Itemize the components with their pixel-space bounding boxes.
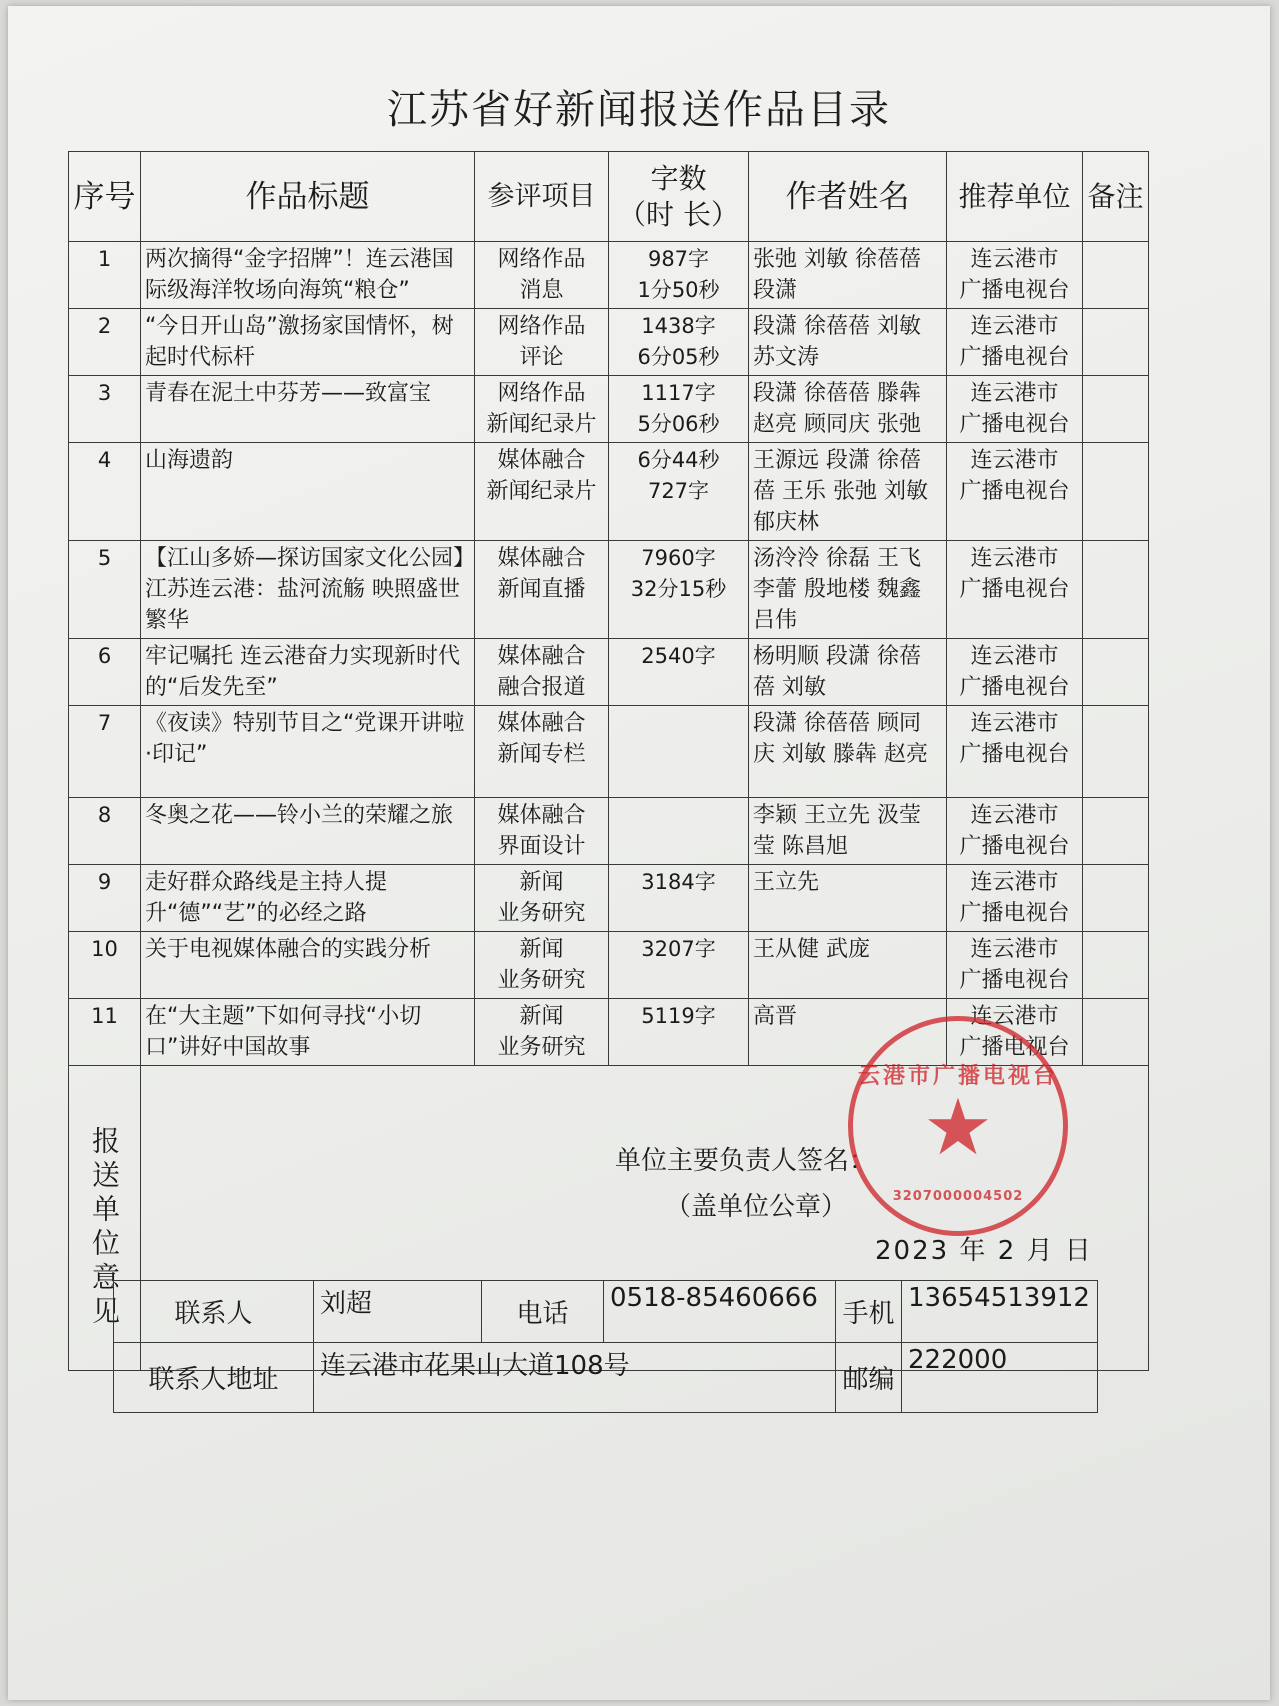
zip-value: 222000 xyxy=(902,1343,1098,1413)
table-row xyxy=(69,865,1149,932)
row-category: 新闻 业务研究 xyxy=(475,999,609,1066)
row-count: 3207字 xyxy=(609,932,749,999)
row-category: 网络作品 消息 xyxy=(475,242,609,309)
row-authors: 李颖 王立先 汲莹莹 陈昌旭 xyxy=(749,798,947,865)
row-unit: 连云港市 广播电视台 xyxy=(947,706,1083,798)
address-label: 联系人地址 xyxy=(114,1343,314,1413)
official-seal xyxy=(848,1016,1068,1236)
row-unit: 连云港市 广播电视台 xyxy=(947,309,1083,376)
address-row xyxy=(114,1343,1098,1413)
row-category: 媒体融合 新闻专栏 xyxy=(475,706,609,798)
row-title: 【江山多娇—探访国家文化公园】江苏连云港：盐河流觞 映照盛世繁华 xyxy=(141,541,475,639)
table-row xyxy=(69,309,1149,376)
row-count: 1438字 6分05秒 xyxy=(609,309,749,376)
row-authors: 段潇 徐蓓蓓 顾同庆 刘敏 滕犇 赵亮 xyxy=(749,706,947,798)
table-row xyxy=(69,639,1149,706)
row-remark xyxy=(1083,309,1149,376)
row-title: “今日开山岛”激扬家国情怀，树起时代标杆 xyxy=(141,309,475,376)
row-category: 媒体融合 新闻纪录片 xyxy=(475,443,609,541)
row-title: 牢记嘱托 连云港奋力实现新时代的“后发先至” xyxy=(141,639,475,706)
header-unit: 推荐单位 xyxy=(947,152,1083,242)
seal-text: 云港市广播电视台 xyxy=(857,1064,1058,1089)
contact-person-label: 联系人 xyxy=(114,1281,314,1343)
row-title: 冬奥之花——铃小兰的荣耀之旅 xyxy=(141,798,475,865)
row-authors: 汤泠泠 徐磊 王飞 李蕾 殷地楼 魏鑫 吕伟 xyxy=(749,541,947,639)
seal-code: 3207000004502 xyxy=(892,1189,1024,1204)
row-remark xyxy=(1083,639,1149,706)
row-title: 两次摘得“金字招牌”！连云港国际级海洋牧场向海筑“粮仓” xyxy=(141,242,475,309)
row-unit: 连云港市 广播电视台 xyxy=(947,932,1083,999)
header-count-line1: 字数 xyxy=(650,161,707,195)
row-category: 新闻 业务研究 xyxy=(475,932,609,999)
row-category: 媒体融合 界面设计 xyxy=(475,798,609,865)
row-unit: 连云港市 广播电视台 xyxy=(947,242,1083,309)
table-row xyxy=(69,541,1149,639)
header-category: 参评项目 xyxy=(475,152,609,242)
row-seq: 7 xyxy=(69,706,141,798)
row-category: 媒体融合 融合报道 xyxy=(475,639,609,706)
row-authors: 段潇 徐蓓蓓 刘敏 苏文涛 xyxy=(749,309,947,376)
document-page xyxy=(8,6,1270,1700)
phone-label: 电话 xyxy=(482,1281,604,1343)
row-remark xyxy=(1083,706,1149,798)
row-count: 1117字 5分06秒 xyxy=(609,376,749,443)
row-category: 媒体融合 新闻直播 xyxy=(475,541,609,639)
row-seq: 2 xyxy=(69,309,141,376)
row-count xyxy=(609,706,749,798)
mobile-label: 手机 xyxy=(836,1281,902,1343)
header-authors: 作者姓名 xyxy=(749,152,947,242)
contact-person: 刘超 xyxy=(314,1281,482,1343)
row-unit: 连云港市 广播电视台 xyxy=(947,865,1083,932)
row-category: 网络作品 评论 xyxy=(475,309,609,376)
row-authors: 杨明顺 段潇 徐蓓蓓 刘敏 xyxy=(749,639,947,706)
row-authors: 张弛 刘敏 徐蓓蓓 段潇 xyxy=(749,242,947,309)
row-unit: 连云港市 广播电视台 xyxy=(947,376,1083,443)
row-seq: 3 xyxy=(69,376,141,443)
row-remark xyxy=(1083,999,1149,1066)
table-row xyxy=(69,706,1149,798)
contact-table xyxy=(113,1280,1098,1413)
row-unit: 连云港市 广播电视台 xyxy=(947,798,1083,865)
row-seq: 1 xyxy=(69,242,141,309)
table-row xyxy=(69,443,1149,541)
row-seq: 4 xyxy=(69,443,141,541)
table-row xyxy=(69,242,1149,309)
row-title: 青春在泥土中芬芳——致富宝 xyxy=(141,376,475,443)
row-seq: 6 xyxy=(69,639,141,706)
header-count xyxy=(609,152,749,242)
row-title: 在“大主题”下如何寻找“小切口”讲好中国故事 xyxy=(141,999,475,1066)
date-line: 2023 年 2 月 日 xyxy=(875,1236,1093,1266)
zip-label: 邮编 xyxy=(836,1343,902,1413)
header-remark: 备注 xyxy=(1083,152,1149,242)
row-title: 关于电视媒体融合的实践分析 xyxy=(141,932,475,999)
row-title: 山海遗韵 xyxy=(141,443,475,541)
table-row xyxy=(69,798,1149,865)
row-remark xyxy=(1083,865,1149,932)
row-authors: 王源远 段潇 徐蓓蓓 王乐 张弛 刘敏 郁庆林 xyxy=(749,443,947,541)
row-unit: 连云港市 广播电视台 xyxy=(947,443,1083,541)
header-title: 作品标题 xyxy=(141,152,475,242)
seal-line: （盖单位公章） xyxy=(665,1192,848,1222)
row-authors: 高晋 xyxy=(749,999,947,1066)
row-remark xyxy=(1083,376,1149,443)
opinion-label: 报送单位意见 xyxy=(88,1126,121,1330)
row-seq: 11 xyxy=(69,999,141,1066)
seal-star-icon: ★ xyxy=(923,1083,993,1173)
row-count: 6分44秒 727字 xyxy=(609,443,749,541)
row-category: 网络作品 新闻纪录片 xyxy=(475,376,609,443)
phone-value: 0518-85460666 xyxy=(604,1281,836,1343)
row-seq: 9 xyxy=(69,865,141,932)
row-unit: 连云港市 广播电视台 xyxy=(947,999,1083,1066)
row-count: 3184字 xyxy=(609,865,749,932)
row-seq: 10 xyxy=(69,932,141,999)
page-title: 江苏省好新闻报送作品目录 xyxy=(387,87,891,133)
row-title: 《夜读》特别节目之“党课开讲啦·印记” xyxy=(141,706,475,798)
header-count-line2: （时 长） xyxy=(618,197,739,231)
row-category: 新闻 业务研究 xyxy=(475,865,609,932)
row-remark xyxy=(1083,242,1149,309)
row-count xyxy=(609,798,749,865)
row-unit: 连云港市 广播电视台 xyxy=(947,639,1083,706)
row-count: 2540字 xyxy=(609,639,749,706)
row-seq: 5 xyxy=(69,541,141,639)
contact-row xyxy=(114,1281,1098,1343)
row-remark xyxy=(1083,798,1149,865)
row-unit: 连云港市 广播电视台 xyxy=(947,541,1083,639)
row-seq: 8 xyxy=(69,798,141,865)
row-remark xyxy=(1083,443,1149,541)
row-count: 7960字 32分15秒 xyxy=(609,541,749,639)
row-count: 5119字 xyxy=(609,999,749,1066)
header-seq: 序号 xyxy=(69,152,141,242)
row-title: 走好群众路线是主持人提升“德”“艺”的必经之路 xyxy=(141,865,475,932)
row-authors: 王立先 xyxy=(749,865,947,932)
mobile-value: 13654513912 xyxy=(902,1281,1098,1343)
table-header-row xyxy=(69,152,1149,242)
table-row xyxy=(69,932,1149,999)
row-remark xyxy=(1083,541,1149,639)
row-remark xyxy=(1083,932,1149,999)
row-count: 987字 1分50秒 xyxy=(609,242,749,309)
row-authors: 段潇 徐蓓蓓 滕犇 赵亮 顾同庆 张弛 xyxy=(749,376,947,443)
row-authors: 王从健 武庞 xyxy=(749,932,947,999)
table-row xyxy=(69,376,1149,443)
table-body xyxy=(69,242,1149,1066)
address-value: 连云港市花果山大道108号 xyxy=(314,1343,836,1413)
signature-line: 单位主要负责人签名： xyxy=(615,1146,876,1176)
